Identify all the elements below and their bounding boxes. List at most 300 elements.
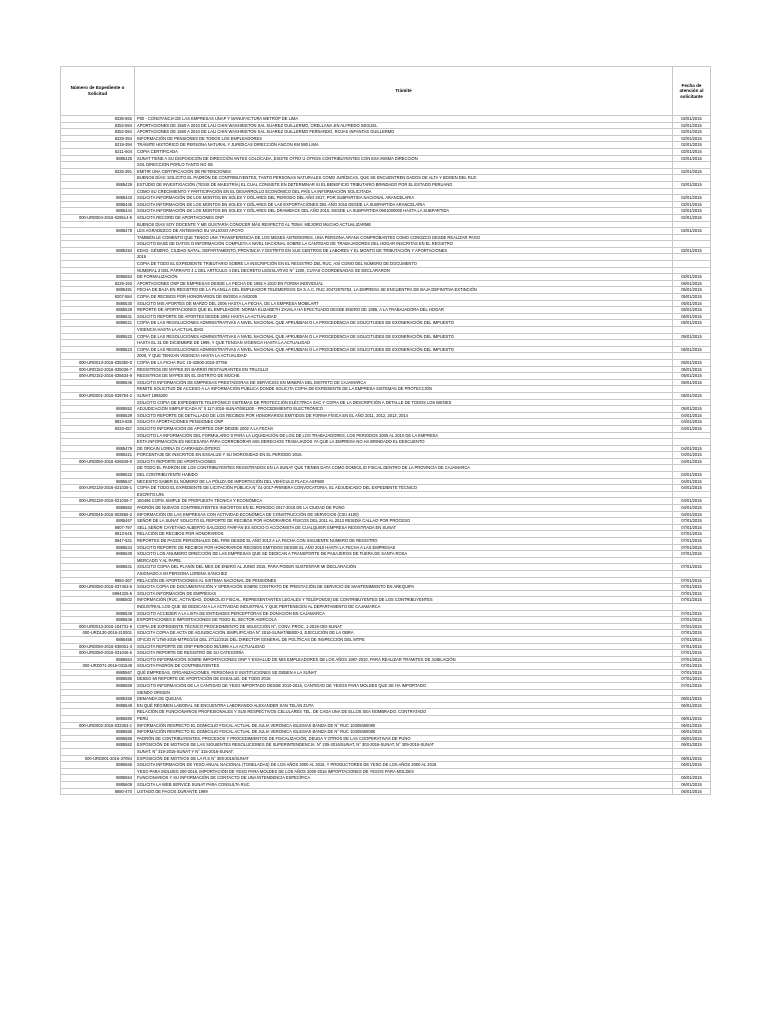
table-row bbox=[61, 669, 711, 676]
table-row bbox=[61, 195, 711, 202]
table-row bbox=[61, 307, 711, 314]
cell-fecha bbox=[673, 465, 711, 472]
table-row bbox=[61, 214, 711, 221]
cell-expediente: 8885547 bbox=[61, 478, 135, 485]
cell-fecha: 02/01/2015 bbox=[673, 135, 711, 142]
header-tramite: Trámite bbox=[135, 67, 673, 116]
cell-fecha: 02/01/2015 bbox=[673, 201, 711, 208]
table-row bbox=[61, 551, 711, 558]
cell-fecha: 05/01/2015 bbox=[673, 346, 711, 353]
table-row bbox=[61, 696, 711, 703]
cell-tramite: DE FORMALIZACIÓN bbox=[135, 274, 673, 281]
cell-expediente: 000-URD001-2016-37094 bbox=[61, 755, 135, 762]
table-row bbox=[61, 116, 711, 123]
cell-tramite: BUENOS DÍAS SOY DOCENTE Y ME GUSTARÍA CONOCER MÁS RESPECTO AL TEMA: MEJORO MUCHO ACTUALIZARME bbox=[135, 221, 673, 228]
cell-expediente: 8885567 bbox=[61, 669, 135, 676]
cell-tramite: COPIA DE LAS RESOLUCIONES ADMINISTRATIVAS A NIVEL NACIONAL QUE APRUEBAN O LA PROCEDENCIA DE SOLICITUDES DE EXONERACIÓN DEL IMPUESTO bbox=[135, 333, 673, 340]
cell-expediente: 8885528 bbox=[61, 307, 135, 314]
cell-expediente bbox=[61, 327, 135, 334]
cell-tramite: COPIA DE LAS RESOLUCIONES ADMINISTRATIVAS A NIVEL NACIONAL QUE APRUEBAN O LA PROCEDENCIA DE SOLICITUDES DE EXONERACIÓN DEL IMPUESTO bbox=[135, 320, 673, 327]
cell-tramite: EDAD, GÉNERO, CIUDAD NATAL, DEPARTAMENTO, PROVINCIA Y DISTRITO EN SUS CENTROS DE LABORES Y EL MONTO DE TRIBUTACIÓN Y APORTACIONES bbox=[135, 247, 673, 254]
table-row bbox=[61, 412, 711, 419]
cell-expediente bbox=[61, 709, 135, 716]
table-row bbox=[61, 445, 711, 452]
cell-fecha: 05/01/2015 bbox=[673, 373, 711, 380]
cell-expediente bbox=[61, 221, 135, 228]
cell-expediente bbox=[61, 340, 135, 347]
cell-expediente: 000-URD130-2016-021036-1 bbox=[61, 485, 135, 492]
table-row bbox=[61, 590, 711, 597]
cell-tramite: PERÚ bbox=[135, 716, 673, 723]
table-row bbox=[61, 300, 711, 307]
cell-fecha: 06/01/2015 bbox=[673, 702, 711, 709]
table-row bbox=[61, 491, 711, 498]
cell-tramite: DE TODO EL PADRÓN DE LOS CONTRIBUYENTES REGISTRADOS EN LA SUNAT QUE TIENEN DATA COMO DOMICILIO FISCAL DENTRO DE LA PROVINCIA DE CAJAMARCA bbox=[135, 465, 673, 472]
table-row bbox=[61, 603, 711, 610]
table-row bbox=[61, 287, 711, 294]
table-row bbox=[61, 729, 711, 736]
cell-fecha: 07/01/2015 bbox=[673, 518, 711, 525]
cell-expediente: 000-URD001-2016-039794-2 bbox=[61, 392, 135, 399]
cell-fecha: 07/01/2015 bbox=[673, 683, 711, 690]
cell-tramite: EXPOSICIÓN DE MOTIVOS DE LAS SIGUIENTES RESOLUCIONES DE SUPERINTENDENCIA: N° 205-2016/SUNAT, N° 303-2016-SUNAT, N° 309-2016-SUNAT bbox=[135, 742, 673, 749]
cell-tramite: 150496 COPIA SIMPLE DE PROPUESTA TÉCNICA Y ECONÓMICA bbox=[135, 498, 673, 505]
table-row bbox=[61, 129, 711, 136]
table-row bbox=[61, 452, 711, 459]
cell-fecha: 07/01/2015 bbox=[673, 676, 711, 683]
table-row bbox=[61, 749, 711, 756]
cell-expediente bbox=[61, 386, 135, 393]
cell-expediente bbox=[61, 749, 135, 756]
cell-expediente: 8333-457 bbox=[61, 425, 135, 432]
cell-expediente: 8207-584 bbox=[61, 294, 135, 301]
table-row bbox=[61, 518, 711, 525]
cell-fecha: 07/01/2015 bbox=[673, 531, 711, 538]
cell-tramite: HASTA EL 31 DE DICIEMBRE DE 1999, Y QUE TENGAN VIGENCIA HASTA LA ACTUALIDAD bbox=[135, 340, 673, 347]
cell-fecha: 02/01/2015 bbox=[673, 247, 711, 254]
table-row bbox=[61, 557, 711, 564]
table-row bbox=[61, 755, 711, 762]
cell-expediente: 8885429 bbox=[61, 181, 135, 188]
cell-fecha: 07/01/2015 bbox=[673, 590, 711, 597]
table-row bbox=[61, 155, 711, 162]
cell-tramite: SOLICITO REPORTE DE RECIBOS POR HONORARIOS RECIBOS EMITIDOS DESDE EL AÑO 2010 HASTA LA FECHA A LAS EMPRESAS bbox=[135, 544, 673, 551]
table-row bbox=[61, 221, 711, 228]
cell-fecha bbox=[673, 221, 711, 228]
cell-expediente bbox=[61, 162, 135, 169]
cell-expediente: 8885562 bbox=[61, 505, 135, 512]
table-row bbox=[61, 148, 711, 155]
cell-tramite: RELACIÓN DE APORTACIONES AL SISTEMA NACIONAL DE PENSIONES bbox=[135, 577, 673, 584]
document-page bbox=[60, 66, 710, 795]
table-row bbox=[61, 353, 711, 360]
table-row bbox=[61, 122, 711, 129]
requests-table bbox=[60, 66, 711, 795]
cell-tramite: SOLICITA COPIA DE ACTA DE ADJUDICACIÓN SIMPLIFICADA N° 2016-SUNAT/8B000-3, EJECUCIÓN DE LA OBRA bbox=[135, 630, 673, 637]
cell-tramite: 2016 bbox=[135, 254, 673, 261]
cell-tramite: SUNAT, N° 319-2016-SUNAT Y N° 315-2016-SUNAT bbox=[135, 749, 673, 756]
cell-expediente: 8885443 bbox=[61, 195, 135, 202]
cell-fecha: 06/01/2015 bbox=[673, 788, 711, 795]
cell-fecha: 02/01/2015 bbox=[673, 228, 711, 235]
table-row bbox=[61, 294, 711, 301]
table-row bbox=[61, 505, 711, 512]
cell-expediente: 000-URD013-2016-104731-6 bbox=[61, 623, 135, 630]
cell-tramite: SUNAT 1985200 bbox=[135, 392, 673, 399]
cell-expediente: 8885530 bbox=[61, 300, 135, 307]
table-row bbox=[61, 168, 711, 175]
cell-tramite: REGISTROS DE MYPES EN EL DISTRITO DE MOCHE bbox=[135, 373, 673, 380]
cell-fecha: 06/01/2015 bbox=[673, 775, 711, 782]
cell-expediente: 8885445 bbox=[61, 201, 135, 208]
cell-tramite: DESEO MI REPORTE DE APORTACIÓN DE ESSALUD, DE TODO 2016 bbox=[135, 676, 673, 683]
cell-expediente: 8229-394 bbox=[61, 135, 135, 142]
cell-fecha bbox=[673, 386, 711, 393]
table-row bbox=[61, 366, 711, 373]
cell-fecha: 07/01/2015 bbox=[673, 617, 711, 624]
cell-tramite: RELACIÓN DE FUNCIONARIOS PROFESIONALES Y SUS RESPECTIVOS CELULARES TEL. DE CADA UNA DE ELLOS SEA NOMBRADO, CONTRATADO bbox=[135, 709, 673, 716]
cell-fecha: 02/01/2015 bbox=[673, 129, 711, 136]
table-row bbox=[61, 346, 711, 353]
cell-tramite: SOLICITO REPORTE DE APORTES DESDE 2004 HASTA LA ACTUALIDAD bbox=[135, 313, 673, 320]
cell-tramite: QUÉ EMPRESAS, ORGANIZACIONES, PERSONAS E INSTITUCIONES SE DEBEN A LA SUNAT bbox=[135, 669, 673, 676]
cell-fecha: 07/01/2015 bbox=[673, 650, 711, 657]
cell-fecha: 04/01/2015 bbox=[673, 419, 711, 426]
cell-expediente bbox=[61, 254, 135, 261]
table-row bbox=[61, 419, 711, 426]
cell-tramite: REGISTROS DE MYPES EN BARRIO RESTAURANTES EN TRUJILLO bbox=[135, 366, 673, 373]
table-row bbox=[61, 689, 711, 696]
cell-expediente: 8885421 bbox=[61, 452, 135, 459]
cell-tramite: RELACIÓN DE RECIBOS POR HONORARIOS bbox=[135, 531, 673, 538]
cell-fecha: 02/01/2015 bbox=[673, 208, 711, 215]
cell-fecha: 06/01/2015 bbox=[673, 716, 711, 723]
cell-expediente: 8229-193 bbox=[61, 280, 135, 287]
cell-tramite: SOLICITA PADRÓN DE CONTRIBUYENTES bbox=[135, 663, 673, 670]
cell-expediente: 8885522 bbox=[61, 472, 135, 479]
cell-tramite: SUNAT TIENE A SU DISPOSICIÓN DE DIRECCIÓN ANTES COLOCADA, EXISTE OTRO U OTROS CONTRIBUYENTES CON ESA MISMA DIRECCIÓN bbox=[135, 155, 673, 162]
cell-fecha: 02/01/2015 bbox=[673, 148, 711, 155]
cell-tramite: SOLICITA LA WEB SERVICE SUNAT PARA CONSULTA RUC bbox=[135, 781, 673, 788]
cell-tramite: SOLICITA INFORMACIÓN DE LOS MONTOS EN SOLES Y DÓLARES DEL DRAWBACK DEL AÑO 2016, DESDE LA SUBPARTIDA 0901000000 HASTA LA SUBPARTIDA bbox=[135, 208, 673, 215]
table-row bbox=[61, 716, 711, 723]
cell-tramite: DEL CONTRIBUYENTE HABIDO bbox=[135, 472, 673, 479]
cell-expediente: 8994326-5 bbox=[61, 590, 135, 597]
cell-tramite: COPIA DE EXPEDIENTE TÉCNICO PROCEDIMIENTO DE SELECCIÓN N°, CONV. PROC. 1-2016-OEI-SUNAT bbox=[135, 623, 673, 630]
cell-tramite: APORTACIONES DE 1560 A 2010 DE LALI CHIN WASHINGTON SAL SUAREZ GUILLERMO FERNANDO, ROJAS INFANTAS GUILLERMO bbox=[135, 129, 673, 136]
cell-fecha: 04/01/2015 bbox=[673, 425, 711, 432]
cell-tramite: SOLICITA APORTACIONES PENSIONES ONP bbox=[135, 419, 673, 426]
cell-expediente bbox=[61, 689, 135, 696]
cell-expediente bbox=[61, 491, 135, 498]
table-row bbox=[61, 320, 711, 327]
table-row bbox=[61, 458, 711, 465]
cell-fecha: 07/01/2015 bbox=[673, 636, 711, 643]
cell-expediente: 8335-592 bbox=[61, 116, 135, 123]
table-row bbox=[61, 768, 711, 775]
cell-tramite: NUMERAL 3 DEL PÁRRAFO 4.1 DEL ARTÍCULO 4 DEL DECRETO LEGISLATIVO N° 1200, CUYAS COORDENADAS SE DECLARARON bbox=[135, 267, 673, 274]
table-row bbox=[61, 564, 711, 571]
cell-fecha: 06/01/2015 bbox=[673, 735, 711, 742]
cell-expediente: 8885566 bbox=[61, 762, 135, 769]
cell-expediente: 000-URD050-2016-031046-6 bbox=[61, 650, 135, 657]
cell-expediente: 8885502 bbox=[61, 597, 135, 604]
cell-tramite: LES AGRADEZCO DE ANTEMANO SU VALIOSO APOYO bbox=[135, 228, 673, 235]
cell-tramite: SOLICITA INFORMACIÓN DE LOS MONTOS EN SOLES Y DÓLARES DE LAS EXPORTACIONES DEL AÑO 2016 DESDE LA SUBPARTIDA ARANCELARIA bbox=[135, 201, 673, 208]
cell-fecha: 06/01/2015 bbox=[673, 722, 711, 729]
cell-fecha: 06/01/2015 bbox=[673, 781, 711, 788]
cell-tramite: SELL SEÑOR CAYETANO ALBERTO SALCEDO FARFÁN ES SOCIO O ACCIONISTA DE CUALQUIER EMPRESA REGISTRADA EN SUNAT bbox=[135, 524, 673, 531]
table-row bbox=[61, 208, 711, 215]
cell-fecha: 04/01/2015 bbox=[673, 505, 711, 512]
table-row bbox=[61, 201, 711, 208]
cell-fecha bbox=[673, 570, 711, 577]
table-row bbox=[61, 650, 711, 657]
cell-expediente bbox=[61, 432, 135, 439]
cell-expediente: 000-URD050-2016-026849-0 bbox=[61, 458, 135, 465]
cell-fecha: 02/01/2015 bbox=[673, 168, 711, 175]
cell-tramite: SEÑOR DE LA SUNAT SOLICITO EL REPORTE DE RECIBOS POR HONORARIOS FÍSICOS DEL 2011 AL 2013 RESIDÍA CALLAO POR PROCESO bbox=[135, 518, 673, 525]
table-row bbox=[61, 623, 711, 630]
cell-fecha: 07/01/2015 bbox=[673, 538, 711, 545]
cell-fecha bbox=[673, 327, 711, 334]
table-row bbox=[61, 399, 711, 406]
cell-fecha: 05/01/2015 bbox=[673, 333, 711, 340]
table-row bbox=[61, 241, 711, 248]
cell-fecha: 07/01/2015 bbox=[673, 551, 711, 558]
cell-expediente bbox=[61, 570, 135, 577]
table-row bbox=[61, 610, 711, 617]
table-row bbox=[61, 379, 711, 386]
cell-fecha: 05/01/2015 bbox=[673, 406, 711, 413]
cell-expediente: 8885549 bbox=[61, 702, 135, 709]
table-row bbox=[61, 643, 711, 650]
table-row bbox=[61, 788, 711, 795]
cell-expediente: 8984-367 bbox=[61, 577, 135, 584]
cell-fecha: 07/01/2015 bbox=[673, 630, 711, 637]
cell-fecha: 05/01/2015 bbox=[673, 313, 711, 320]
cell-expediente: 8885609 bbox=[61, 781, 135, 788]
cell-fecha: 04/01/2015 bbox=[673, 498, 711, 505]
cell-expediente: 8219-394 bbox=[61, 142, 135, 149]
cell-tramite: ADJUDICACIÓN SIMPLIFICADA N° 0 117-2016-SUNAT/881200 - PROCEDIMIENTO ELECTRÓNICO bbox=[135, 406, 673, 413]
cell-fecha: 04/01/2015 bbox=[673, 445, 711, 452]
cell-expediente: 000-URD152-2016-035634-9 bbox=[61, 373, 135, 380]
cell-expediente bbox=[61, 399, 135, 406]
table-row bbox=[61, 617, 711, 624]
cell-fecha: 02/01/2015 bbox=[673, 122, 711, 129]
cell-tramite: YESO PARA MOLDES 200-2016, IMPORTACIÓN DE YESO PARA MOLDES DE LOS AÑOS 2000-2016 IMPORTACIONES DE YESOS PARA MOLDES bbox=[135, 768, 673, 775]
table-row bbox=[61, 274, 711, 281]
cell-expediente: 8885529 bbox=[61, 412, 135, 419]
cell-expediente: 000-URD050-2016-037463-5 bbox=[61, 584, 135, 591]
table-row bbox=[61, 478, 711, 485]
cell-fecha: 07/01/2015 bbox=[673, 544, 711, 551]
table-row bbox=[61, 313, 711, 320]
cell-tramite: REPORTES DE PAGOS PERSONALES DEL FIRE DESDE EL AÑO 2012 A LA FECHA CON SIGUIENTE NÚMERO DE REGISTRO bbox=[135, 538, 673, 545]
cell-fecha: 05/01/2015 bbox=[673, 320, 711, 327]
cell-expediente: 8885588 bbox=[61, 735, 135, 742]
cell-tramite: INFORMACIÓN RESPECTO EL DOMICILIO FISCAL ACTUAL DE JULIA VERONICA IGLESIAS BANDA DE N° RUC 10409460080 bbox=[135, 722, 673, 729]
cell-fecha: 07/01/2015 bbox=[673, 610, 711, 617]
cell-expediente: 000-URD045-2016-003555-2 bbox=[61, 511, 135, 518]
cell-expediente bbox=[61, 261, 135, 268]
table-row bbox=[61, 636, 711, 643]
cell-expediente: 8885664 bbox=[61, 656, 135, 663]
cell-expediente: 8885546 bbox=[61, 379, 135, 386]
cell-tramite: SOLICITA INFORMACIÓN DE YESO ANUAL NACIONAL (TONELADAS) DE LOS AÑOS 2000 AL 2016, Y PRODUCTORES DE YESO DE LOS AÑOS 2000 AL 2016 bbox=[135, 762, 673, 769]
cell-fecha bbox=[673, 432, 711, 439]
cell-tramite: SOLICITO BASE DE DATOS O INFORMACIÓN COMPLETA A NIVEL NACIONAL SOBRE LA CANTIDAD DE TRABAJADORES DEL HOGAR INSCRITAS EN EL REGISTRO bbox=[135, 241, 673, 248]
table-row bbox=[61, 386, 711, 393]
cell-tramite: NECESITO SABER EL NÚMERO DE LA PÓLIZA DE IMPORTACIÓN DEL VEHÍCULO PLACA ASF680 bbox=[135, 478, 673, 485]
cell-fecha bbox=[673, 254, 711, 261]
cell-fecha: 07/01/2015 bbox=[673, 656, 711, 663]
cell-fecha bbox=[673, 557, 711, 564]
cell-fecha: 07/01/2015 bbox=[673, 584, 711, 591]
cell-fecha bbox=[673, 162, 711, 169]
table-row bbox=[61, 280, 711, 287]
cell-fecha: 02/01/2015 bbox=[673, 181, 711, 188]
cell-expediente: 8885585 bbox=[61, 729, 135, 736]
table-row bbox=[61, 406, 711, 413]
cell-fecha: 05/01/2015 bbox=[673, 366, 711, 373]
cell-expediente: 8885541 bbox=[61, 564, 135, 571]
cell-expediente: 000-URD013-2016-035350-0 bbox=[61, 359, 135, 366]
cell-tramite: INFORMACIÓN DE PENSIONES DE TODOS LOS EMPLEADORES bbox=[135, 135, 673, 142]
cell-expediente: 000-URD004-2016-029514-5 bbox=[61, 214, 135, 221]
cell-fecha: 06/01/2015 bbox=[673, 729, 711, 736]
cell-expediente: 8885521 bbox=[61, 320, 135, 327]
cell-fecha: 07/01/2015 bbox=[673, 623, 711, 630]
cell-fecha: 02/01/2015 bbox=[673, 155, 711, 162]
cell-tramite: SOLICITO LOS ANUMERO DIRECCIÓN DE LAS EMPRESAS QUE SE DEDICAN A TRANSPORTE DE PASAJEROS DE FUERA DE SANTA ROSA bbox=[135, 551, 673, 558]
cell-expediente: 8885552 bbox=[61, 406, 135, 413]
cell-fecha bbox=[673, 603, 711, 610]
table-row bbox=[61, 373, 711, 380]
cell-expediente bbox=[61, 234, 135, 241]
cell-fecha bbox=[673, 491, 711, 498]
cell-tramite: COPIA DE RECIBOS POR HONORARIOS DE 09/2004 A 04/2005 bbox=[135, 294, 673, 301]
table-row bbox=[61, 439, 711, 446]
cell-tramite: SOLICITO LA INFORMACIÓN DEL FORMULARIO 0 PARA LA LIQUIDACIÓN DE LOS DE LOS TRABAJADORES, LOS PERIODOS 2005 AL 2010 DE LA EMPRESA bbox=[135, 432, 673, 439]
table-row bbox=[61, 247, 711, 254]
cell-tramite: PADRÓN DE NUEVOS CONTRIBUYENTES INSCRITOS EN EL PERIODO 2017-2018 DE LA CIUDAD DE PUNO bbox=[135, 505, 673, 512]
table-body bbox=[61, 116, 711, 795]
table-row bbox=[61, 702, 711, 709]
cell-tramite: LISTADO DE PAGOS DURANTE 1999 bbox=[135, 788, 673, 795]
cell-tramite: INFORMACIÓN (RUC, ACTIVIDAD, DOMICILIO FISCAL, REPRESENTANTES LEGALES Y TELÉFONOS) DE CONTRIBUYENTES DE LOS CONTRIBUYENTES bbox=[135, 597, 673, 604]
table-row bbox=[61, 425, 711, 432]
cell-expediente: 8947-531 bbox=[61, 538, 135, 545]
table-row bbox=[61, 584, 711, 591]
cell-tramite: DE ORCAIN LORNA DI CARRANZA DITERO. bbox=[135, 445, 673, 452]
table-row bbox=[61, 577, 711, 584]
table-row bbox=[61, 162, 711, 169]
cell-fecha: 07/01/2015 bbox=[673, 669, 711, 676]
cell-expediente bbox=[61, 188, 135, 195]
table-row bbox=[61, 485, 711, 492]
cell-expediente: 8885582 bbox=[61, 742, 135, 749]
table-row bbox=[61, 498, 711, 505]
table-row bbox=[61, 327, 711, 334]
cell-fecha: 04/01/2015 bbox=[673, 412, 711, 419]
cell-tramite: REPORTE DE APORTACIONES QUE EL EMPLEADOR: NORMA ELIZABETH ZAVALA HA EFECTUADO DESDE ENERO DE 1995, A LA TRABAJADORA DEL HOGAR bbox=[135, 307, 673, 314]
cell-tramite: SOLICITO INFORMACIÓN DE LA CANTIDAD DE YESO IMPORTADO DESDE 2010-2016, CANTIDAD DE YESOS PARA MOLDES QUE SE HA IMPORTADO bbox=[135, 683, 673, 690]
cell-fecha: 05/01/2015 bbox=[673, 294, 711, 301]
cell-fecha bbox=[673, 353, 711, 360]
cell-tramite: EXPORTACIONES E IMPORTACIONES DE TODO EL SECTOR AGRÍCOLA bbox=[135, 617, 673, 624]
cell-fecha: 05/01/2015 bbox=[673, 392, 711, 399]
cell-fecha: 07/01/2015 bbox=[673, 663, 711, 670]
cell-tramite: SOLICITO INFORMACIÓN DE EMPRESAS PRESTADORAS DE SERVICIOS EN MINERÍA DEL DISTRITO DE CAJAMARCA bbox=[135, 379, 673, 386]
cell-tramite: COPIA DE TODO EL EXPEDIENTE DE LICITACIÓN PÚBLICA N° 01-2017-PRIMERA CONVOCATORIA, EL ADJUDICADO DEL EXPEDIENTE TÉCNICO bbox=[135, 485, 673, 492]
cell-fecha: 05/01/2015 bbox=[673, 287, 711, 294]
cell-tramite: SIENDO ORIGEN bbox=[135, 689, 673, 696]
cell-expediente: 8885494 bbox=[61, 247, 135, 254]
cell-tramite: COPIA DE TODO EL EXPEDIENTE TRIBUTARIO SOBRE LA INSCRIPCIÓN EN EL REGISTRO DEL RUC, ASÍ COMO DEL NÚMERO DE DOCUMENTO bbox=[135, 261, 673, 268]
cell-tramite: SOL DIRECCIÓN PORLO TANTO NO SE bbox=[135, 162, 673, 169]
cell-fecha bbox=[673, 340, 711, 347]
cell-expediente: 8885539 bbox=[61, 551, 135, 558]
table-row bbox=[61, 432, 711, 439]
cell-fecha: 07/01/2015 bbox=[673, 577, 711, 584]
cell-expediente: 000-URD130-2016-210001 bbox=[61, 630, 135, 637]
cell-fecha: 06/01/2015 bbox=[673, 742, 711, 749]
cell-tramite: COMO SU CRECIMIENTO Y PARTICIPACIÓN EN EL DESARROLLO ECONÓMICO DEL PAÍS LA INFORMACIÓN SOLICITADA bbox=[135, 188, 673, 195]
cell-fecha: 02/01/2015 bbox=[673, 274, 711, 281]
cell-expediente: 8880-470 bbox=[61, 788, 135, 795]
cell-tramite: ESCRITO LR6 bbox=[135, 491, 673, 498]
cell-tramite: COPIA CERTIFICADA bbox=[135, 148, 673, 155]
cell-fecha bbox=[673, 399, 711, 406]
cell-fecha: 04/01/2015 bbox=[673, 472, 711, 479]
cell-expediente: 8885478 bbox=[61, 228, 135, 235]
cell-expediente: 000-URD002-2016-032354-1 bbox=[61, 722, 135, 729]
cell-fecha: 04/01/2015 bbox=[673, 458, 711, 465]
cell-expediente: 000-URD050-2016-036061-3 bbox=[61, 643, 135, 650]
cell-tramite: SOLICITO COPIA DE EXPEDIENTE TELEFÓNICO SISTEMAS DE PROTECCIÓN ELÉCTRICA SAC Y COPIA DE LA DESCRIPCIÓN A DETALLE DE TODOS LOS BIENES bbox=[135, 399, 673, 406]
cell-tramite: OFICIO N°1790-2016-MTPE/2/16 DEL 27/11/2016 DEL DIRECTOR GENERAL DE POLÍTICAS DE INSPECCIÓN DEL MTPE bbox=[135, 636, 673, 643]
table-row bbox=[61, 188, 711, 195]
table-row bbox=[61, 544, 711, 551]
table-row bbox=[61, 135, 711, 142]
cell-fecha: 02/01/2015 bbox=[673, 195, 711, 202]
cell-fecha: 02/01/2015 bbox=[673, 142, 711, 149]
table-row bbox=[61, 333, 711, 340]
cell-tramite: 2000, Y QUE TENGAN VIGENCIA HASTA LA ACTUALIDAD bbox=[135, 353, 673, 360]
cell-tramite: ASIGNADO A MI PERSONA LORENA SÁNCHEZ bbox=[135, 570, 673, 577]
cell-tramite: TRÁMITE HISTÓRICO DE PERSONA NATURAL Y JURÍDICAS DIRECCIÓN ANCON KM 580 LIMA bbox=[135, 142, 673, 149]
cell-expediente bbox=[61, 241, 135, 248]
cell-expediente bbox=[61, 603, 135, 610]
cell-expediente bbox=[61, 175, 135, 182]
cell-fecha: 04/01/2015 bbox=[673, 511, 711, 518]
cell-fecha bbox=[673, 241, 711, 248]
cell-fecha: 07/01/2015 bbox=[673, 597, 711, 604]
cell-expediente bbox=[61, 267, 135, 274]
cell-expediente bbox=[61, 439, 135, 446]
cell-tramite: SOLICITA INFORMACIÓN DE EMPRESAS bbox=[135, 590, 673, 597]
cell-fecha bbox=[673, 749, 711, 756]
cell-tramite: INFORMACIÓN DE LAS EMPRESAS CON ACTIVIDAD ECONÓMICA DE CONSTRUCCIÓN DE SERVICIOS (CIIU 4100) bbox=[135, 511, 673, 518]
table-row bbox=[61, 392, 711, 399]
cell-fecha: 04/01/2015 bbox=[673, 485, 711, 492]
cell-tramite: SOLICITA REPORTE DE APORTACIONES bbox=[135, 458, 673, 465]
table-row bbox=[61, 511, 711, 518]
table-row bbox=[61, 228, 711, 235]
cell-expediente: 8885548 bbox=[61, 610, 135, 617]
